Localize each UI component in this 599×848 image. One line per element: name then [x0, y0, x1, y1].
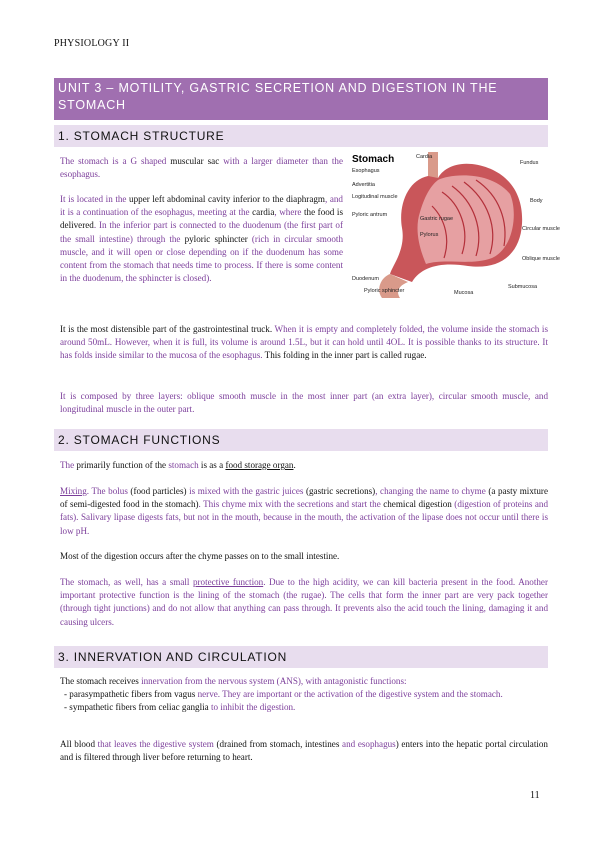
page-number: 11: [530, 790, 540, 801]
label-mucosa: Mucosa: [454, 290, 474, 296]
paragraph-circulation: All blood that leaves the digestive system (drained from stomach, intestines and esophagus) enters into the hepatic portal circulation and is filtered through liver before returning to heart.: [60, 739, 548, 763]
label-adventitia: Advertitia: [352, 182, 375, 188]
section-heading-structure: 1. STOMACH STRUCTURE: [54, 125, 548, 147]
section-heading-functions: 2. STOMACH FUNCTIONS: [54, 429, 548, 451]
label-pyloric-sphincter: Pyloric sphincter: [364, 288, 405, 294]
paragraph-structure-2: It is located in the upper left abdominal cavity inferior to the diaphragm, and it is a continuation of the esophagus, meeting at the cardia, where the food is delivered. In the inferior part is connected to the duodenum (the first part of the small intestine) through the pyloric sphincter (rich in circular smooth muscle, and it will open or close depending on if the duodenum has some content from the stomach that needs time to process. If there is some content in the duodenum, the sphincter is closed).: [60, 194, 343, 284]
running-header: PHYSIOLOGY II: [54, 38, 130, 49]
label-body: Body: [530, 198, 543, 204]
label-longitudinal-muscle: Logitudinal muscle: [352, 194, 398, 200]
label-oblique-muscle: Oblique muscle: [522, 256, 560, 262]
paragraph-structure-1: The stomach is a G shaped muscular sac with a larger diameter than the esophagus.: [60, 156, 343, 180]
list-item: - sympathetic fibers from celiac ganglia to inhibit the digestion.: [64, 702, 296, 713]
paragraph-functions-2: Mixing. The bolus (food particles) is mixed with the gastric juices (gastric secretions), changing the name to chyme (a pasty mixture of semi-digested food in the stomach). This chyme mix with the secretions and start the chemical digestion (digestion of proteins and fats). Salivary lipase digests fats, but not in the mouth, because in the mouth, the activation of the lipase does not occur until there is low pH.: [60, 486, 549, 536]
label-fundus: Fundus: [520, 160, 539, 166]
label-circular-muscle: Circular muscle: [522, 226, 560, 232]
label-submucosa: Submucosa: [508, 284, 538, 290]
label-gastric-rugae: Gastric rugae: [420, 216, 454, 222]
list-item: - parasympathetic fibers from vagus nerve. They are important or the activation of the digestive system and the stomach.: [64, 689, 503, 699]
paragraph-functions-1: The primarily function of the stomach is as a food storage organ.: [60, 460, 296, 470]
paragraph-functions-4: The stomach, as well, has a small protective function. Due to the high acidity, we can kill bacteria present in the food. Another important protective function is the lining of the stomach (the rugae). The cells that form the inner part are very pack together (through tight junctions) and do not allow that anything can pass through. It prevents also the acid touch the lining, damaging it and causing ulcers.: [60, 577, 548, 627]
label-esophagus: Esophagus: [352, 168, 380, 174]
paragraph-innervation-1: The stomach receives innervation from the nervous system (ANS), with antagonistic functions:: [60, 676, 407, 686]
paragraph-functions-3: Most of the digestion occurs after the chyme passes on to the small intestine.: [60, 551, 340, 561]
label-pylorus: Pylorus: [420, 232, 439, 238]
section-heading-innervation: 3. INNERVATION AND CIRCULATION: [54, 646, 548, 668]
paragraph-structure-3: It is the most distensible part of the gastrointestinal truck. When it is empty and completely folded, the volume inside the stomach is around 50mL. However, when it is full, its volume is around 1.5L, but it can hold until 4OL. It is possible thanks to its structure. It has folds inside similar to the mucosa of the esophagus. This folding in the inner part is called rugae.: [60, 324, 548, 361]
label-duodenum: Duodenum: [352, 276, 379, 282]
unit-title: UNIT 3 – MOTILITY, GASTRIC SECRETION AND DIGESTION IN THE STOMACH: [54, 78, 548, 120]
figure-title: Stomach: [352, 154, 395, 165]
innervation-list: [64, 688, 548, 714]
paragraph-structure-4: It is composed by three layers: oblique smooth muscle in the most inner part (an extra layer), circular smooth muscle, and longitudinal muscle in the outer part.: [60, 391, 548, 415]
stomach-anatomy-figure: [350, 150, 560, 300]
label-cardia: Cardia: [416, 154, 433, 160]
label-pyloric-antrum: Pyloric antrum: [352, 212, 388, 218]
